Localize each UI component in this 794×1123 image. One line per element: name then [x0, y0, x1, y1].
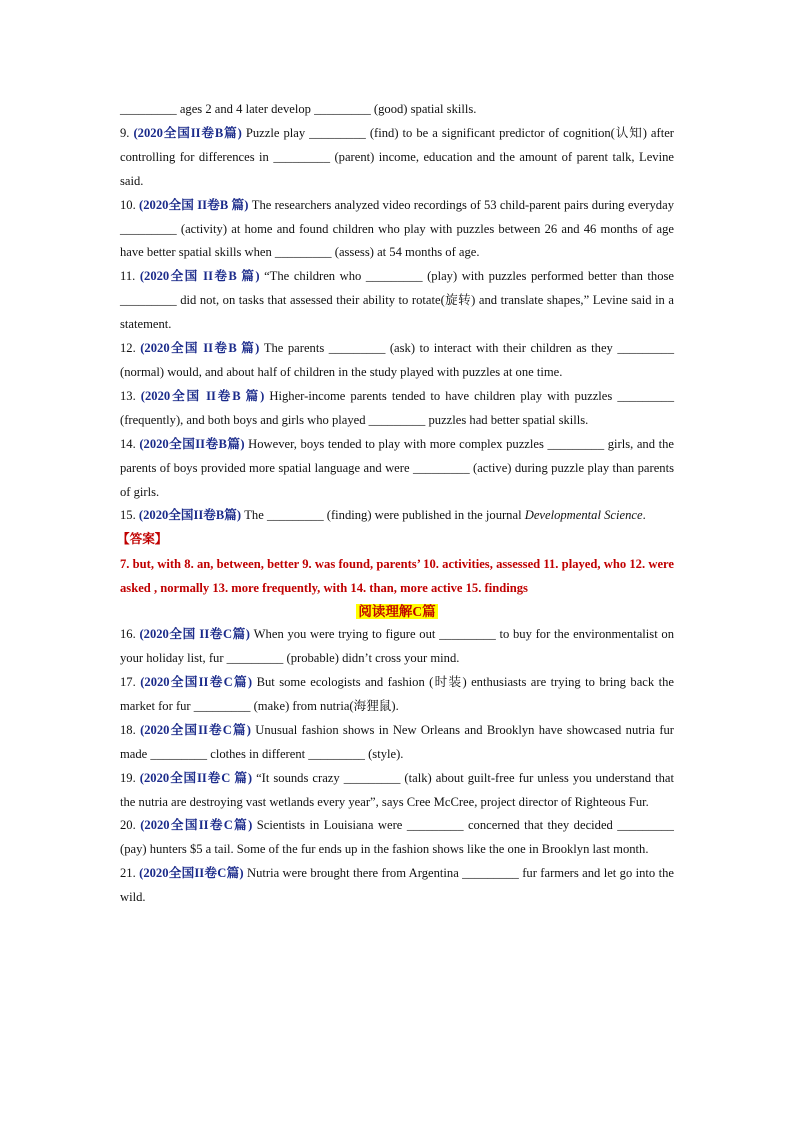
item-number: 19.: [120, 770, 136, 785]
item-number: 16.: [120, 627, 136, 642]
item-source: (2020全国II卷C篇): [139, 866, 244, 881]
item-number: 11.: [120, 269, 136, 284]
item-19: [120, 767, 674, 815]
item-12: [120, 337, 674, 385]
answer-label: 【答案】: [117, 532, 168, 547]
item-text: “It sounds crazy _________ (talk) about guilt-free fur unless you understand that the nutria are destroying vast wetlands every year”, says Cree McCree, project director of Righteous Fur.: [120, 770, 674, 809]
item-number: 20.: [120, 818, 136, 833]
item-text: Puzzle play _________ (find) to be a significant predictor of cognition(认知) after controlling for differences in _________ (parent) income, education and the amount of parent talk, Levine said.: [120, 125, 674, 188]
item-source: (2020全国II卷C篇): [140, 818, 253, 833]
item-number: 10.: [120, 197, 136, 212]
item-number: 21.: [120, 866, 136, 881]
item-20: [120, 814, 674, 862]
item-17: [120, 671, 674, 719]
item-text: _________ ages 2 and 4 later develop _________ (good) spatial skills.: [120, 102, 477, 116]
item-source: (2020全国 II卷B 篇): [139, 269, 260, 284]
journal-name: Developmental Science: [524, 508, 643, 523]
item-11: [120, 265, 674, 337]
item-text: Unusual fashion shows in New Orleans and Brooklyn have showcased nutria fur made _________ clothes in different _________ (style).: [120, 722, 675, 761]
item-source: (2020全国 II卷B 篇): [140, 341, 260, 356]
item-8-continued: [120, 98, 674, 122]
item-source: (2020全国 II卷B 篇): [140, 388, 265, 403]
item-source: (2020全国II卷C 篇): [139, 770, 253, 785]
item-text: However, boys tended to play with more complex puzzles _________ girls, and the parents of boys provided more spatial language and were _________ (active) during puzzle play than parents of girls.: [120, 436, 674, 499]
item-source: (2020全国 II卷C篇): [139, 627, 250, 642]
item-text: When you were trying to figure out _________ to buy for the environmentalist on your holiday list, fur _________ (probable) didn’t cross your mind.: [120, 627, 675, 666]
item-tail: .: [642, 508, 646, 523]
document-page: [117, 98, 675, 910]
item-16: [120, 623, 674, 671]
item-text: Scientists in Louisiana were _________ concerned that they decided _________ (pay) hunters $5 a tail. Some of the fur ends up in the fashion shows like the one in Brooklyn last month.: [120, 818, 674, 857]
section-heading: [120, 601, 674, 623]
item-10: [120, 194, 674, 266]
item-15: [120, 504, 674, 528]
item-source: (2020全国II卷B篇): [139, 436, 245, 451]
item-number: 17.: [120, 675, 136, 690]
section-title: 阅读理解C篇: [358, 604, 436, 620]
item-source: (2020全国II卷C篇): [140, 675, 253, 690]
item-text: But some ecologists and fashion (时装) enthusiasts are trying to bring back the market for fur _________ (make) from nutria(海狸鼠).: [120, 675, 674, 713]
item-text: “The children who _________ (play) with puzzles performed better than those _________ did not, on tasks that assessed their ability to rotate(旋转) and translate shapes,” Levine said in a statement.: [120, 269, 675, 332]
item-18: [120, 719, 674, 767]
item-text: The parents _________ (ask) to interact with their children as they _________ (normal) would, and about half of children in the study played with puzzles at one time.: [120, 341, 674, 379]
item-14: [120, 433, 674, 505]
item-text: The researchers analyzed video recordings of 53 child-parent pairs during everyday _________ (activity) at home and found children who play with puzzles between 26 and 46 months of age have better spatial skills when _________ (assess) at 54 months of age.: [120, 197, 674, 260]
item-source: (2020全国II卷B篇): [138, 508, 242, 523]
answer-text: 7. but, with 8. an, between, better 9. was found, parents’ 10. activities, assessed 11. played, who 12. were asked , normally 13. more frequently, with 14. than, more active 15. findings: [120, 557, 674, 596]
item-number: 15.: [120, 508, 136, 523]
item-13: [120, 385, 674, 433]
item-number: 14.: [120, 436, 136, 451]
item-text: The _________ (finding) were published in the journal: [244, 508, 525, 523]
item-source: (2020全国 II卷B 篇): [139, 197, 249, 212]
item-number: 13.: [120, 388, 136, 403]
item-number: 18.: [120, 722, 136, 737]
item-21: [120, 862, 674, 910]
item-number: 9.: [120, 125, 130, 140]
item-9: [120, 122, 674, 194]
item-text: Higher-income parents tended to have children play with puzzles _________ (frequently), and both boys and girls who played _________ puzzles had better spatial skills.: [120, 388, 674, 427]
item-source: (2020全国II卷B篇): [133, 125, 242, 140]
item-text: Nutria were brought there from Argentina _________ fur farmers and let go into the wild.: [120, 866, 674, 905]
item-number: 12.: [120, 341, 136, 356]
item-source: (2020全国II卷C篇): [140, 722, 251, 737]
